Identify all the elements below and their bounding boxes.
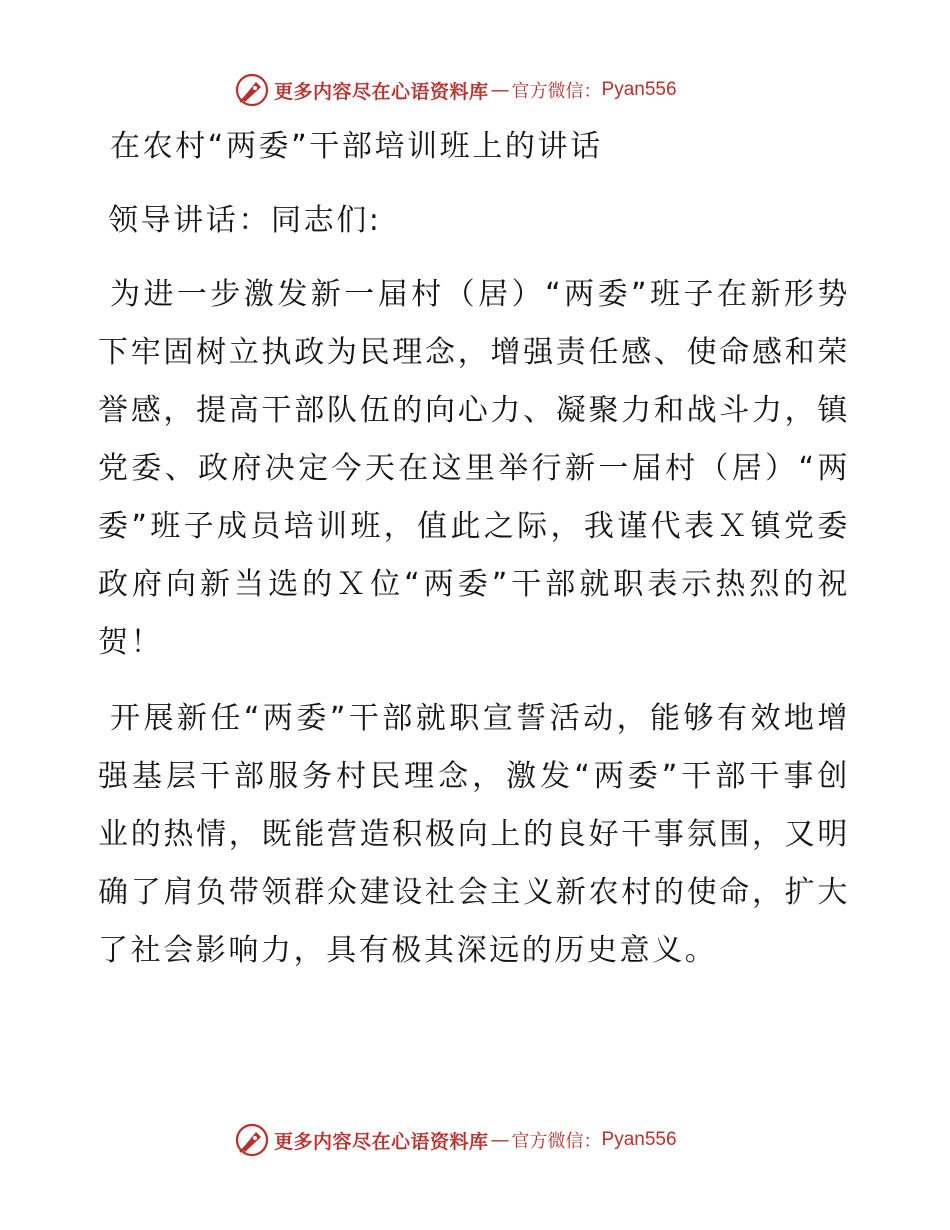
watermark-brand: 更多内容尽在心语资料库 — [274, 80, 489, 103]
watermark-brand: 更多内容尽在心语资料库 — [274, 1130, 489, 1153]
pen-nib-logo-icon — [234, 1122, 270, 1158]
document-title: 在农村“两委”干部培训班上的讲话 — [110, 129, 603, 164]
watermark-wechat-label: 官方微信： — [511, 1131, 602, 1152]
watermark-wechat-id: Pyan556 — [601, 1129, 677, 1150]
header-watermark — [234, 70, 677, 110]
footer-watermark — [234, 1120, 677, 1160]
watermark-wechat-label: 官方微信： — [511, 81, 602, 102]
speech-greeting: 领导讲话：同志们: — [108, 203, 382, 238]
watermark-wechat-id: Pyan556 — [601, 79, 677, 100]
watermark-dash: — — [490, 79, 510, 101]
paragraph-2: 开展新任“两委”干部就职宣誓活动，能够有效地增强基层干部服务村民理念，激发“两委”干部干事创业的热情，既能营造积极向上的良好干事氛围，又明确了肩负带领群众建设社会主义新农村的使命，扩大了社会影响力，具有极其深远的历史意义。 — [98, 701, 850, 968]
paragraph-1: 为进一步激发新一届村（居）“两委”班子在新形势下牢固树立执政为民理念，增强责任感、使命感和荣誉感，提高干部队伍的向心力、凝聚力和战斗力，镇党委、政府决定今天在这里举行新一届村（居）“两委”班子成员培训班，值此之际，我谨代表Ｘ镇党委政府向新当选的Ｘ位“两委”干部就职表示热烈的祝贺！ — [98, 277, 850, 660]
watermark-dash: — — [490, 1129, 510, 1151]
pen-nib-logo-icon — [234, 72, 270, 108]
